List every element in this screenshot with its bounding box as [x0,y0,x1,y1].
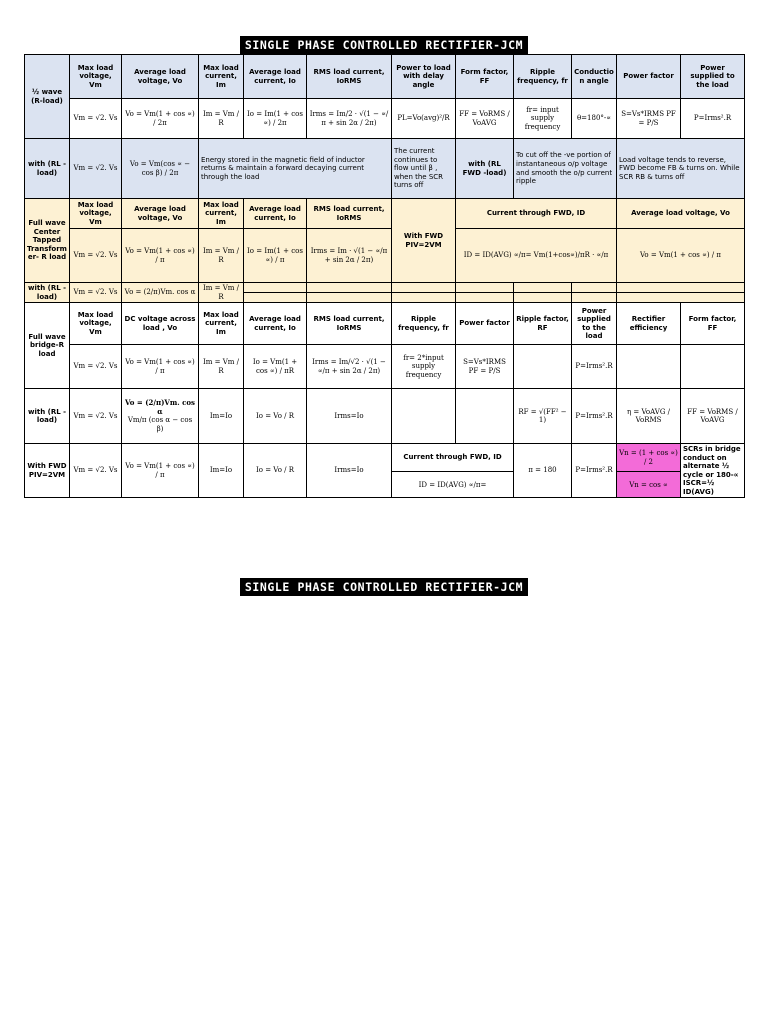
scr-note: SCRs in bridge conduct on alternate ½ cycle or 180-∝ ISCR=½ ID(AVG) [681,444,745,498]
header-cell: Max load voltage, Vm [70,199,122,229]
center-tap-rl-row-a [25,283,745,293]
energy-note: Energy stored in the magnetic field of inductor returns & maintain a forward decaying current through the load [199,139,392,199]
formula-cell: Vo = Vm(cos ∝ − cos β) / 2π [122,139,199,199]
empty-cell [572,283,617,293]
formula-cell: Irms=Io [307,389,392,444]
formula-cell: Io = Im(1 + cos ∝) / 2π [244,99,307,139]
header-cell: Average load current, Io [244,55,307,99]
header-cell: Average load voltage, Vo [122,55,199,99]
formula-cell: P=Irms².R [572,444,617,498]
with-fwd-label: With FWD PIV=2VM [392,199,456,283]
empty-cell [456,283,514,293]
formula-cell [122,389,199,444]
formula-cell: Vm = √2. Vs [70,283,122,303]
formula-cell: P=Irms².R [572,345,617,389]
fwd-note: To cut off the -ve portion of instantaneous o/p voltage and smooth the o/p current ripple [514,139,617,199]
formula-cell: P=Irms².R [681,99,745,139]
bridge-rl-row [25,389,745,444]
rl-row [25,139,745,199]
formula-cell: P=Irms².R [572,389,617,444]
formula-cell: FF = VoRMS / VoAVG [456,99,514,139]
header-cell: Max load current, Im [199,199,244,229]
header-cell: Ripple factor, RF [514,303,572,345]
formula-cell [617,345,681,389]
header-cell: RMS load current, IoRMS [307,303,392,345]
formula-cell: S=Vs*IRMS PF = P/S [456,345,514,389]
header-cell: RMS load current, IoRMS [307,55,392,99]
formula-cell [681,345,745,389]
header-cell: Max load voltage, Vm [70,55,122,99]
empty-cell [617,283,745,293]
vo-bottom: Vm/π (cos α − cos β) [127,416,193,433]
formula-cell: Vm = √2. Vs [70,139,122,199]
page-title-repeat: SINGLE PHASE CONTROLLED RECTIFIER-JCM [0,576,768,596]
formula-cell: Io = Vo / R [244,389,307,444]
empty-cell [392,389,456,444]
formula-cell: Vo = Vm(1 + cos ∝) / π [122,444,199,498]
empty-cell [244,283,307,293]
formula-cell: Vo = Vm(1 + cos ∝) / π [617,229,745,283]
formula-cell: Vm = √2. Vs [70,229,122,283]
formula-cell: fr= 2*input supply frequency [392,345,456,389]
formula-cell: Io = Vo / R [244,444,307,498]
formula-cell: Im = Vm / R [199,99,244,139]
header-cell: Average load current, Io [244,303,307,345]
formula-cell: RF = √(FF² − 1) [514,389,572,444]
with-fwd-label [25,444,70,498]
formula-cell: ID = ID(AVG) ∝/π= [392,472,514,498]
empty-cell [514,293,572,303]
formula-cell [514,345,572,389]
bridge-label: Full wave bridge-R load [25,303,70,389]
with-fwd-line2: PIV=2VM [28,470,66,479]
current-note: The current continues to flow until β , when the SCR turns off [392,139,456,199]
load-note: Load voltage tends to reverse, FWD become FB & turns on. While SCR RB & turns off [617,139,745,199]
formula-cell: Im=Io [199,444,244,498]
formula-cell: Vm = √2. Vs [70,345,122,389]
formula-cell: Vm = √2. Vs [70,444,122,498]
header-cell: RMS load current, IoRMS [307,199,392,229]
center-tap-label: Full wave Center Tapped Transformer- R load [25,199,70,283]
formula-cell: ID = ID(AVG) ∝/π= Vm(1+cos∝)/πR · ∝/π [456,229,617,283]
formula-cell: Vo = (2/π)Vm. cos α [122,283,199,303]
current-fwd-header: Current through FWD, ID [392,444,514,472]
empty-cell [244,293,307,303]
formula-cell: Vm = √2. Vs [70,389,122,444]
formula-cell: Im=Io [199,389,244,444]
formula-cell: η = VoAVG / VoRMS [617,389,681,444]
empty-cell [617,293,745,303]
formula-cell: θ=180°-∝ [572,99,617,139]
empty-cell [514,283,572,293]
header-cell: DC voltage across load , Vo [122,303,199,345]
formula-cell: Io = Im(1 + cos ∝) / π [244,229,307,283]
formula-cell: PL=Vo(avg)²/R [392,99,456,139]
header-cell: Average load current, Io [244,199,307,229]
header-cell: Power factor [617,55,681,99]
header-cell: Max load current, Im [199,55,244,99]
header-cell: Ripple frequency, fr [392,303,456,345]
bridge-header-row [25,303,745,345]
empty-cell [456,293,514,303]
empty-cell [307,293,392,303]
half-wave-formula-row [25,99,745,139]
formula-cell: Irms = Im/2 · √(1 − ∝/π + sin 2α / 2π) [307,99,392,139]
header-cell: Max load current, Im [199,303,244,345]
rl-label: with (RL -load) [25,139,70,199]
bridge-fwd-row-a [25,444,745,472]
formula-cell: Im = Vm / R [199,345,244,389]
formula-cell: Im = Vm / R [199,283,244,303]
formula-cell: Im = Vm / R [199,229,244,283]
empty-cell [307,283,392,293]
rectifier-table [24,54,745,498]
bridge-formula-row [25,345,745,389]
with-fwd-line1: With FWD [27,462,67,471]
empty-cell [572,293,617,303]
empty-cell [456,389,514,444]
fwd-label: with (RL FWD -load) [456,139,514,199]
header-cell: Average load voltage, Vo [122,199,199,229]
header-cell: Power supplied to the load [681,55,745,99]
formula-cell: Irms = Im · √(1 − ∝/π + sin 2α / 2π) [307,229,392,283]
formula-cell: fr= input supply frequency [514,99,572,139]
header-cell: Conduction angle [572,55,617,99]
formula-cell: Irms=Io [307,444,392,498]
half-wave-label: ½ wave (R-load) [25,55,70,139]
vn-top: Vn = (1 + cos ∝) / 2 [617,444,681,472]
formula-cell: Irms = Im/√2 · √(1 − ∝/π + sin 2α / 2π) [307,345,392,389]
header-cell: Power supplied to the load [572,303,617,345]
header-cell: Max load voltage, Vm [70,303,122,345]
formula-cell: π = 180 [514,444,572,498]
formula-cell: Io = Vm(1 + cos ∝) / πR [244,345,307,389]
formula-cell: S=Vs*IRMS PF = P/S [617,99,681,139]
empty-cell [392,293,456,303]
formula-cell: Vo = Vm(1 + cos ∝) / π [122,345,199,389]
avg-voltage-header: Average load voltage, Vo [617,199,745,229]
formula-cell: Vo = Vm(1 + cos ∝) / π [122,229,199,283]
header-cell: Power to load with delay angle [392,55,456,99]
empty-cell [392,283,456,293]
page-title: SINGLE PHASE CONTROLLED RECTIFIER-JCM [0,34,768,54]
center-tap-header-row [25,199,745,229]
header-cell: Ripple frequency, fr [514,55,572,99]
vn-bottom: Vn = cos ∝ [617,472,681,498]
formula-cell: Vm = √2. Vs [70,99,122,139]
center-tap-formula-row [25,229,745,283]
header-cell: Form factor, FF [456,55,514,99]
rl-label: with (RL -load) [25,283,70,303]
rl-label: with (RL - load) [25,389,70,444]
header-cell: Power factor [456,303,514,345]
formula-cell: Vo = Vm(1 + cos ∝) / 2π [122,99,199,139]
header-cell: Rectifier efficiency [617,303,681,345]
formula-cell: FF = VoRMS / VoAVG [681,389,745,444]
half-wave-header-row [25,55,745,99]
header-cell: Form factor, FF [681,303,745,345]
current-fwd-header: Current through FWD, ID [456,199,617,229]
vo-top: Vo = (2/π)Vm. cos α [125,398,195,416]
